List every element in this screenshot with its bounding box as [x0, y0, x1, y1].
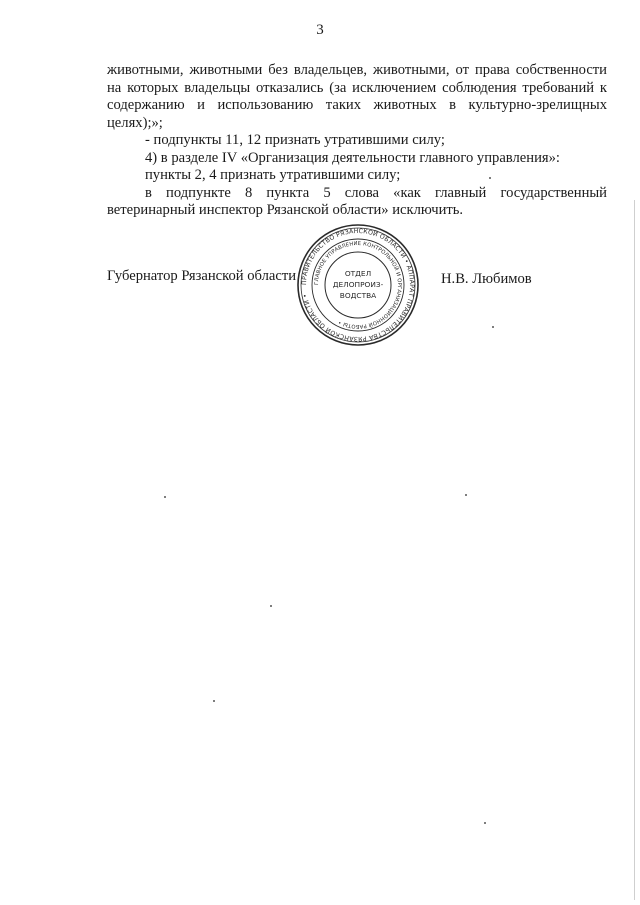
scan-speck	[489, 177, 491, 179]
scan-speck	[492, 326, 494, 328]
scan-speck	[164, 496, 166, 498]
paragraph-continuation: животными, животными без владельцев, животными, от права собственности на которых владельцы отказались (за исключением соблюдения требований к содержанию и использованию таких животных в культурно-зрелищных целях);»;	[107, 62, 607, 131]
scan-speck	[465, 494, 467, 496]
official-seal	[296, 223, 420, 347]
seal-icon	[296, 223, 420, 347]
svg-text:ОТДЕЛ: ОТДЕЛ	[344, 269, 372, 278]
svg-text:ГЛАВНОЕ УПРАВЛЕНИЕ КОНТРОЛЬНОЙ: ГЛАВНОЕ УПРАВЛЕНИЕ КОНТРОЛЬНОЙ И ОРГАНИЗАЦИОННОЙ РАБОТЫ •	[313, 240, 403, 330]
paragraph-subitem-8: в подпункте 8 пункта 5 слова «как главный государственный ветеринарный инспектор Рязанской области» исключить.	[107, 184, 607, 218]
svg-text:ПРАВИТЕЛЬСТВО РЯЗАНСКОЙ ОБЛАСТ: ПРАВИТЕЛЬСТВО РЯЗАНСКОЙ ОБЛАСТИ • АППАРАТ ПРАВИТЕЛЬСТВА РЯЗАНСКОЙ ОБЛАСТИ •	[300, 227, 416, 343]
page-number: 3	[316, 22, 324, 38]
signatory-name: Н.В. Любимов	[441, 271, 532, 287]
paragraph-items-invalid: пункты 2, 4 признать утратившими силу;	[145, 167, 401, 183]
scan-speck	[270, 605, 272, 607]
svg-text:ДЕЛОПРОИЗ-: ДЕЛОПРОИЗ-	[332, 280, 384, 289]
scan-edge	[634, 200, 635, 900]
document-body	[107, 62, 607, 220]
signatory-title: Губернатор Рязанской области	[107, 268, 297, 284]
paragraph-subitems-invalid: - подпункты 11, 12 признать утратившими силу;	[145, 132, 445, 148]
scan-speck	[484, 822, 486, 824]
svg-text:ВОДСТВА: ВОДСТВА	[339, 291, 377, 300]
scan-speck	[213, 700, 215, 702]
paragraph-section-iv: 4) в разделе IV «Организация деятельности главного управления»:	[145, 149, 560, 166]
